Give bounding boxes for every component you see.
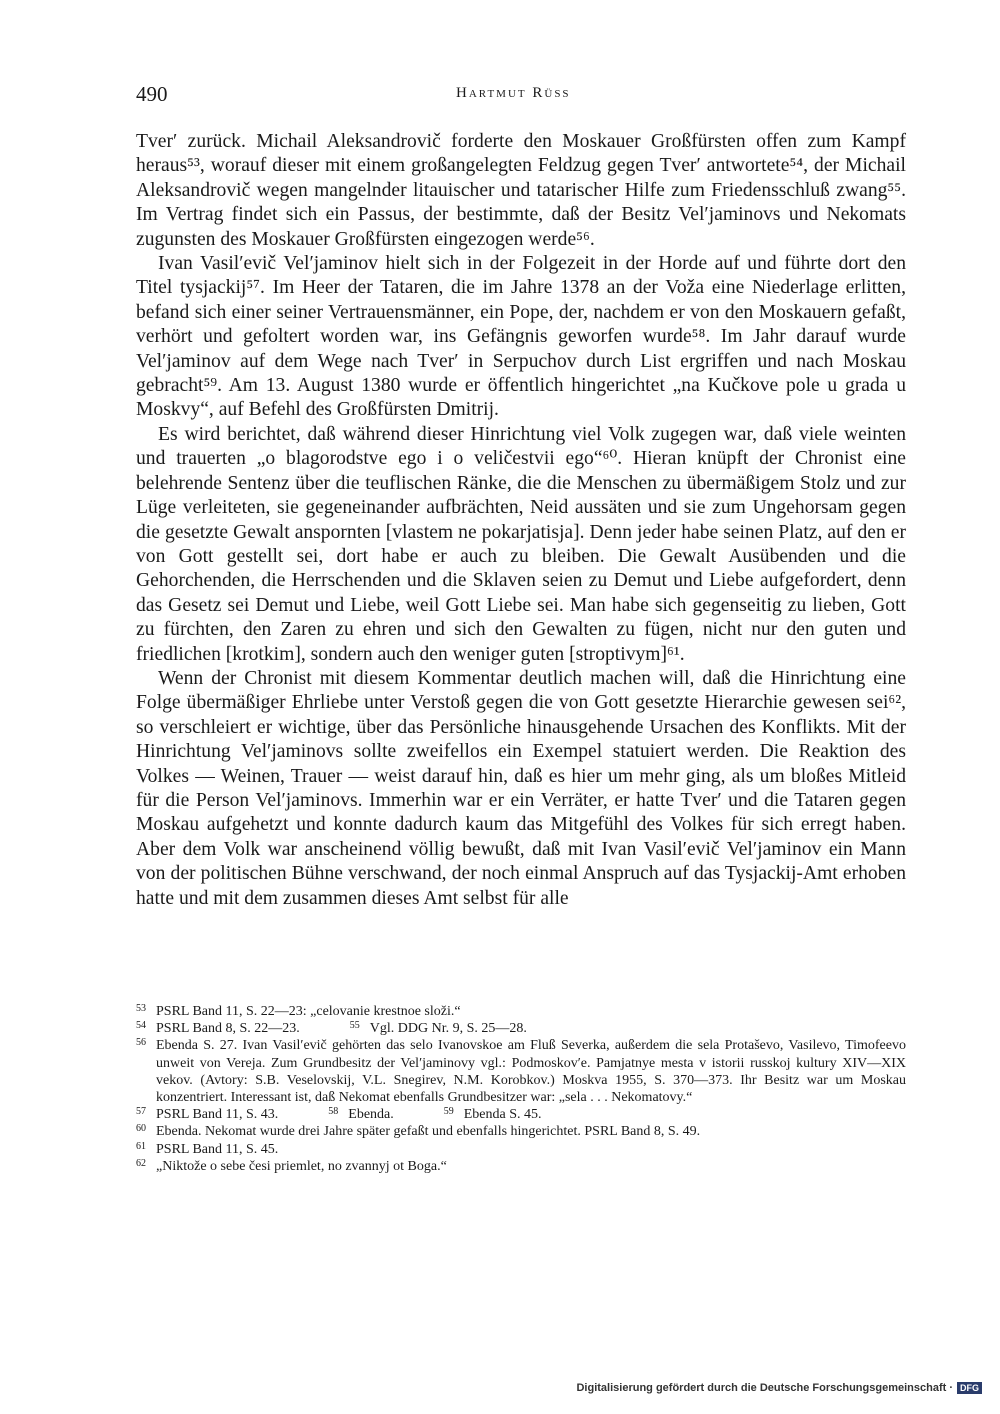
footnote [328,1106,393,1123]
running-head: Hartmut Rüss [456,85,571,101]
footnote-number: 55 [349,1020,360,1032]
page-number: 490 [136,82,168,106]
footnote [350,1020,527,1037]
footnote [136,1106,278,1123]
footnotes [136,1003,906,1175]
footnote [136,1037,906,1106]
digitization-credit [576,1382,982,1394]
footnote-number: 57 [136,1106,146,1118]
footnote-text: „Niktože o sebe česi priemlet, no zvannyj ot Boga.“ [156,1158,447,1174]
footnote-text: Ebenda. Nekomat wurde drei Jahre später gefaßt und ebenfalls hingerichtet. PSRL Band 8, S. 49. [156,1124,701,1140]
footnote-text: Ebenda. [348,1107,394,1123]
footnote-number: 53 [136,1003,146,1014]
footnote-text: Ebenda S. 45. [463,1107,542,1123]
footnote [444,1106,542,1123]
footnote-text: Vgl. DDG Nr. 9, S. 25—28. [369,1021,527,1037]
footnote-number: 56 [136,1037,146,1049]
dfg-logo-icon: DFG [957,1382,982,1394]
footnote-number: 59 [443,1106,454,1118]
footnote [136,1020,300,1037]
footnote [136,1123,906,1140]
paragraph: Wenn der Chronist mit diesem Kommentar deutlich machen will, daß die Hinrichtung eine Folge übermäßiger Ehrliebe unter Verstoß gegen die von Gott gesetzte Hierarchie gewesen sei⁶², so verschleiert er wichtige, über das Persönliche hinausgehende Ursachen des Konflikts. Mit der Hinrichtung Vel′jaminovs sollte zweifellos ein Exempel statuiert werden. Die Reaktion des Volkes — Weinen, Trauer — weist darauf hin, daß es hier um mehr ging, als um bloßes Mitleid für die Person Vel′jaminovs. Immerhin war er ein Verräter, er hatte Tver′ und die Tataren gegen Moskau aufgehetzt und konnte dadurch kaum das Mitgefühl des Volkes für sich erregt haben. Aber dem Volk war anscheinend völlig bewußt, daß mit Ivan Vasil′evič Vel′jaminov ein Mann von der politischen Bühne verschwand, der noch einmal Anspruch auf das Tysjackij-Amt erhoben hatte und mit dem zusammen dieses Amt selbst für alle [136,667,906,909]
body-text [136,130,906,911]
footnote-number: 62 [136,1157,146,1169]
footnote-row [136,1106,906,1123]
page-header [136,82,906,112]
footnote-number: 61 [136,1140,146,1152]
paragraph: Tver′ zurück. Michail Aleksandrovič forderte den Moskauer Großfürsten offen zum Kampf heraus⁵³, worauf dieser mit einem großangelegten Feldzug gegen Tver′ antwortete⁵⁴, der Michail Aleksandrovič wegen mangelnder litauischer und tatarischer Hilfe zum Friedensschluß zwang⁵⁵. Im Vertrag findet sich ein Passus, der bestimmte, daß der Besitz Vel′jaminovs und Nekomats zugunsten des Moskauer Großfürsten eingezogen werde⁵⁶. [136,131,906,250]
footnote-row [136,1020,906,1037]
footnote [136,1141,906,1158]
footnote-text: PSRL Band 11, S. 22—23: „celovanie krestnoe složi.“ [156,1004,461,1019]
footnote-number: 58 [328,1106,339,1118]
footnote-number: 60 [136,1123,146,1135]
footnote-text: PSRL Band 11, S. 45. [156,1141,279,1157]
footnote-text: PSRL Band 8, S. 22—23. [156,1021,300,1037]
credit-text: Digitalisierung gefördert durch die Deutsche Forschungsgemeinschaft · [576,1382,953,1394]
paragraph: Es wird berichtet, daß während dieser Hinrichtung viel Volk zugegen war, daß viele weinten und trauerten „o blagorodstve ego i o veličestvii ego“⁶⁰. Hieran knüpft der Chronist eine belehrende Sentenz über die teuflischen Ränke, die die Menschen zu übermäßigem Stolz und zur Lüge verleiteten, sie gegeneinander aufbrächten, Neid aussäten und sie zum Ungehorsam gegen die gesetzte Gewalt anspornten [vlastem ne pokarjatisja]. Denn jeder habe seinen Platz, auf den er von Gott gestellt sei, dort habe er auch zu bleiben. Die Gewalt Ausübenden und die Gehorchenden, die Herrschenden und die Sklaven seien zu Demut und Liebe aufgefordert, denn das Gesetz sei Demut und Liebe, weil Gott Liebe sei. Man habe sich gegenseitig zu lieben, Gott zu fürchten, den Zaren zu ehren und sich den Gewalten zu fügen, nicht nur den guten und friedlichen [krotkim], sondern auch den weniger guten [stroptivym]⁶¹. [136,423,906,665]
footnote [136,1158,906,1175]
footnote-text: PSRL Band 11, S. 43. [156,1107,279,1123]
footnote-text: Ebenda S. 27. Ivan Vasil′evič gehörten das selo Ivanovskoe am Fluß Severka, außerdem die sela Protaševo, Vasilevo, Timofeevo unweit von Vereja. Zum Grundbesitz der Vel′jaminovy vgl.: Podmoskov′e. Pamjatnye mesta v istorii russkoj kultury XIV—XIX vekov. (Avtory: S.B. Veselovskij, V.L. Snegirev, N.M. Korobkov.) Moskva 1955, S. 370—373. Ihr Besitz war um Moskau konzentriert. Interessant ist, daß Nekomat ebenfalls Grundbesitzer war: „sela . . . Nekomatovy.“ [156,1038,906,1106]
footnote-number: 54 [136,1020,146,1032]
footnote [136,1003,906,1020]
paragraph: Ivan Vasil′evič Vel′jaminov hielt sich in der Folgezeit in der Horde auf und führte dort den Titel tysjackij⁵⁷. Im Heer der Tataren, die im Jahre 1378 an der Voža eine Niederlage erlitten, befand sich einer seiner Vertrauensmänner, ein Pope, der, nachdem er von den Moskauern gefaßt, verhört und gefoltert worden war, ins Gefängnis geworfen wurde⁵⁸. Im Jahr darauf wurde Vel′jaminov auf dem Wege nach Tver′ in Serpuchov durch List ergriffen und nach Moskau gebracht⁵⁹. Am 13. August 1380 wurde er öffentlich hingerichtet „na Kučkove pole u grada u Moskvy“, auf Befehl des Großfürsten Dmitrij. [136,253,906,421]
